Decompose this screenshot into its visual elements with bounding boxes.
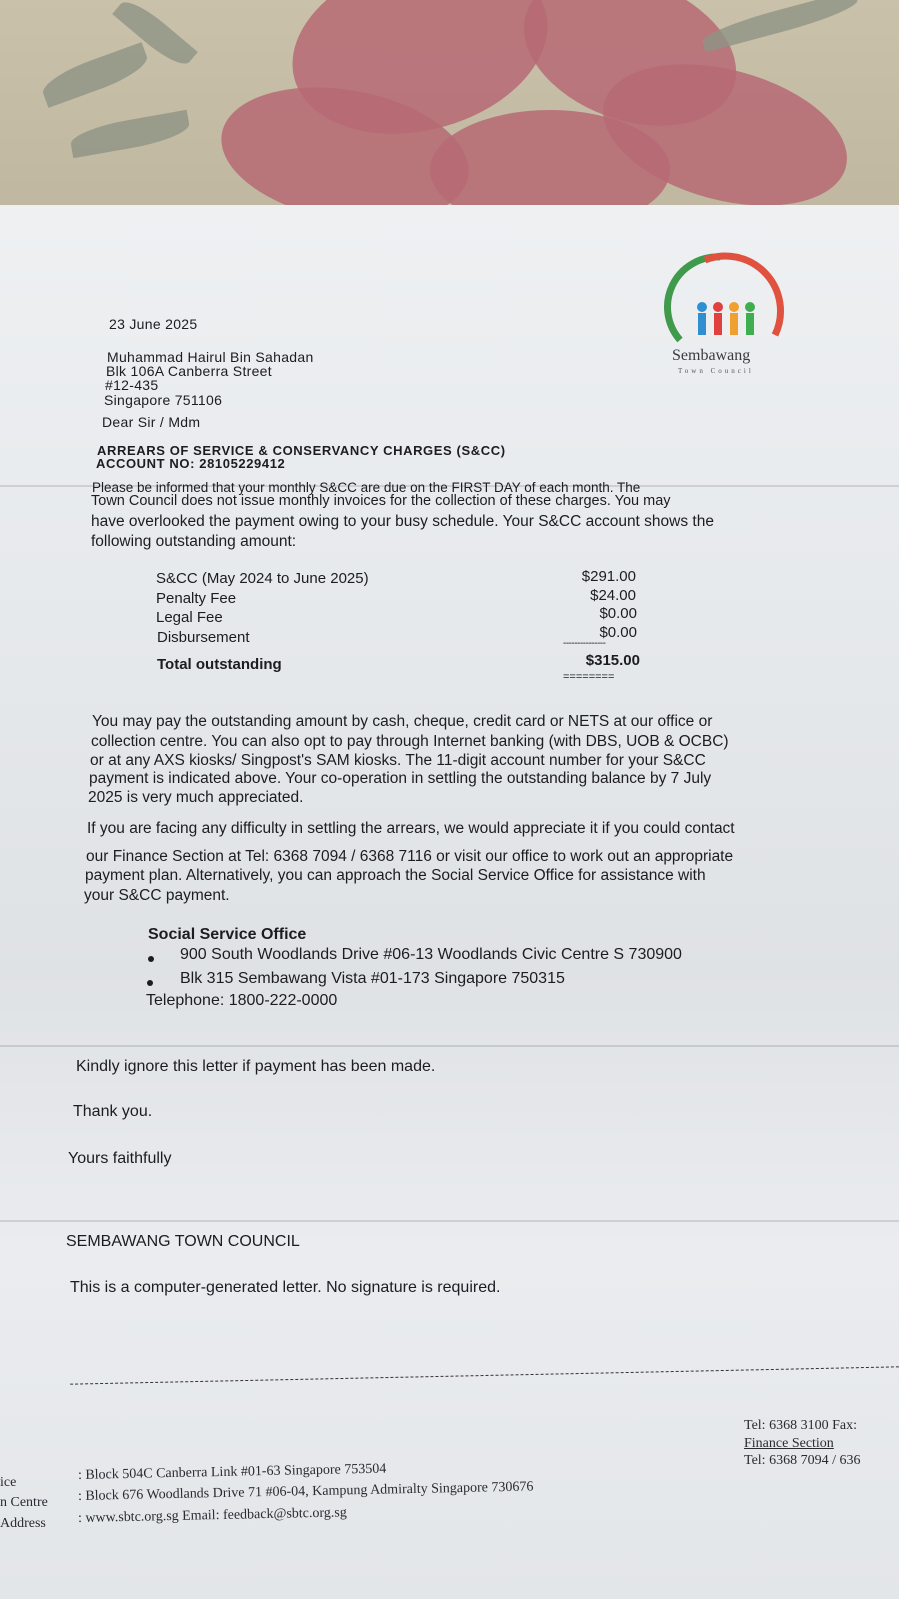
bullet-icon (148, 956, 154, 962)
footer-label: Address (0, 1516, 46, 1531)
para1-line: following outstanding amount: (91, 533, 297, 550)
para3-line: If you are facing any difficulty in settling the arrears, we would appreciate it if you could contact (87, 820, 735, 837)
sso-heading: Social Service Office (148, 926, 307, 943)
recipient-city: Singapore 751106 (104, 392, 223, 408)
subject-line-2: ACCOUNT NO: 28105229412 (96, 456, 286, 471)
single-rule: --------------- (563, 638, 606, 649)
charge-amount: $291.00 (581, 568, 636, 585)
bullet-icon (147, 980, 153, 986)
footer-website-line: : www.sbtc.org.sg Email: feedback@sbtc.org.sg (77, 1505, 347, 1526)
letter-date: 23 June 2025 (109, 316, 198, 332)
charge-amount: $0.00 (599, 624, 637, 641)
recipient-unit: #12-435 (105, 377, 159, 393)
salutation: Dear Sir / Mdm (102, 414, 201, 430)
para2-line: collection centre. You can also opt to pay through Internet banking (with DBS, UOB & OCBC) (91, 733, 729, 750)
double-rule: ======== (563, 671, 615, 683)
ignore-note: Kindly ignore this letter if payment has been made. (76, 1058, 436, 1075)
total-amount: $315.00 (585, 652, 640, 669)
paper-fold (0, 1045, 899, 1047)
para2-line: payment is indicated above. Your co-operation in settling the outstanding balance by 7 July (89, 770, 712, 787)
footer-finance-tel: Tel: 6368 7094 / 636 (744, 1453, 861, 1468)
letter-paper (0, 205, 899, 1599)
recipient-name: Muhammad Hairul Bin Sahadan (107, 349, 314, 365)
para1-line: have overlooked the payment owing to your busy schedule. Your S&CC account shows the (91, 513, 714, 530)
para2-line: or at any AXS kiosks/ Singpost's SAM kiosks. The 11-digit account number for your S&CC (90, 752, 706, 769)
charge-label: Penalty Fee (156, 590, 237, 607)
para3-line: our Finance Section at Tel: 6368 7094 / 6368 7116 or visit our office to work out an appropriate (86, 848, 734, 865)
leaf (38, 42, 152, 108)
sembawang-logo (660, 245, 790, 385)
footer-address-line: : Block 676 Woodlands Drive 71 #06-04, Kampung Admiralty Singapore 730676 (77, 1479, 534, 1504)
footer-address-line: : Block 504C Canberra Link #01-63 Singapore 753504 (77, 1461, 387, 1483)
total-label: Total outstanding (157, 656, 282, 673)
footer-tel: Tel: 6368 3100 Fax: (744, 1418, 857, 1433)
charge-amount: $0.00 (599, 605, 637, 622)
para1-line: Please be informed that your monthly S&CC are due on the FIRST DAY of each month. The (92, 480, 641, 495)
charge-amount: $24.00 (590, 587, 636, 604)
footer-label: ice (0, 1475, 17, 1490)
thanks: Thank you. (73, 1103, 153, 1120)
para1-line: Town Council does not issue monthly invoices for the collection of these charges. You may (91, 493, 671, 509)
para2-line: 2025 is very much appreciated. (88, 789, 304, 806)
charge-label: S&CC (May 2024 to June 2025) (156, 570, 369, 587)
paper-fold (0, 1220, 899, 1222)
computer-note: This is a computer-generated letter. No signature is required. (70, 1279, 501, 1296)
para2-line: You may pay the outstanding amount by cash, cheque, credit card or NETS at our office or (92, 713, 713, 730)
charge-label: Legal Fee (156, 609, 223, 626)
para3-line: your S&CC payment. (84, 887, 230, 904)
logo-name: Sembawang (672, 347, 751, 364)
logo-subtitle: Town Council (678, 367, 754, 375)
footer-label: n Centre (0, 1495, 48, 1510)
subject-line-1: ARREARS OF SERVICE & CONSERVANCY CHARGES (S&CC) (97, 443, 506, 458)
signatory: SEMBAWANG TOWN COUNCIL (66, 1233, 300, 1250)
recipient-street: Blk 106A Canberra Street (106, 363, 272, 379)
leaf (68, 110, 191, 158)
sso-address: 900 South Woodlands Drive #06-13 Woodlands Civic Centre S 730900 (180, 946, 682, 963)
leaf (700, 0, 860, 52)
sso-telephone: Telephone: 1800-222-0000 (146, 992, 338, 1009)
charge-label: Disbursement (157, 629, 250, 646)
para3-line: payment plan. Alternatively, you can approach the Social Service Office for assistance with (85, 867, 706, 884)
footer-rule (70, 1366, 899, 1384)
sso-address: Blk 315 Sembawang Vista #01-173 Singapore 750315 (180, 970, 565, 987)
logo-arc-icon (660, 245, 790, 355)
footer-finance-label: Finance Section (744, 1436, 834, 1451)
closing: Yours faithfully (68, 1150, 172, 1167)
